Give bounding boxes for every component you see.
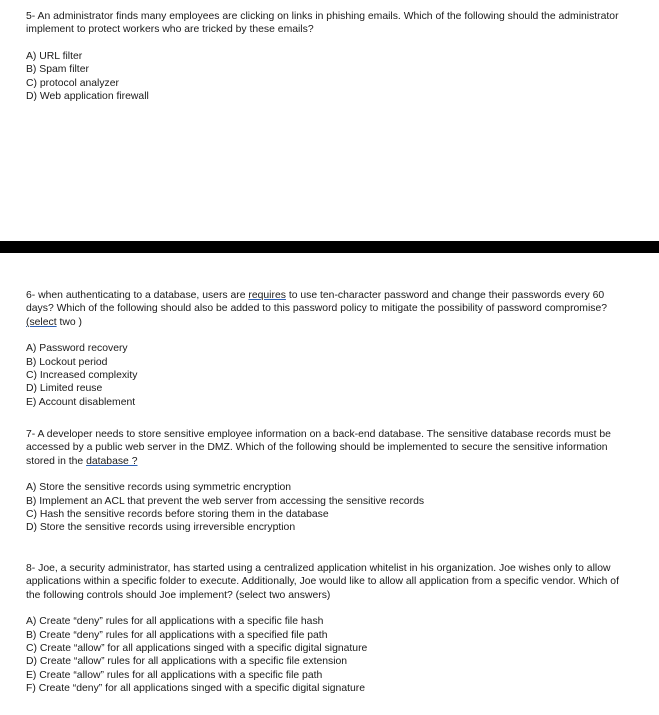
question-6-text: 6- when authenticating to a database, users are requires to use ten-character password and change their passwords every 60 days? Which of the following should also be added to this password policy to mitigate the possibility of password compromise? (select two )	[26, 290, 608, 328]
option-b: B) Implement an ACL that prevent the web server from accessing the sensitive records	[26, 495, 425, 507]
option-c: C) Hash the sensitive records before storing them in the database	[26, 509, 329, 521]
question-8	[26, 562, 626, 696]
option-d: D) Web application firewall	[26, 91, 149, 103]
question-5-options	[26, 50, 626, 104]
option-a: A) Store the sensitive records using symmetric encryption	[26, 482, 292, 494]
question-6	[26, 289, 626, 409]
option-e: E) Account disablement	[26, 396, 136, 408]
question-6-options	[26, 342, 626, 409]
option-d: D) Store the sensitive records using irreversible encryption	[26, 522, 296, 534]
question-5-text: 5- An administrator finds many employees are clicking on links in phishing emails. Which of the following should the administrator implement to protect workers who are tricked by these emails?	[26, 11, 619, 36]
question-7-text: 7- A developer needs to store sensitive employee information on a back-end database. The sensitive database records must be accessed by a public web server in the DMZ. Which of the following should be implemented to secure the sensitive information stored in the database ?	[26, 429, 611, 467]
option-b: B) Create “deny” rules for all applications with a specified file path	[26, 629, 328, 641]
option-a: A) Create “deny” rules for all applications with a specific file hash	[26, 616, 324, 628]
option-a: A) URL filter	[26, 50, 83, 62]
question-5	[26, 10, 626, 103]
question-7-options	[26, 481, 626, 535]
question-8-options	[26, 615, 626, 695]
option-d: D) Limited reuse	[26, 383, 103, 395]
option-b: B) Spam filter	[26, 64, 89, 76]
option-b: B) Lockout period	[26, 356, 108, 368]
option-a: A) Password recovery	[26, 343, 128, 355]
question-7	[26, 428, 626, 535]
option-c: C) protocol analyzer	[26, 77, 119, 89]
option-c: C) Create “allow” for all applications singed with a specific digital signature	[26, 643, 368, 655]
option-d: D) Create “allow” rules for all applications with a specific file extension	[26, 656, 348, 668]
option-e: E) Create “allow” rules for all applications with a specific file path	[26, 669, 323, 681]
option-f: F) Create “deny” for all applications singed with a specific digital signature	[26, 683, 366, 695]
page-divider	[0, 241, 659, 253]
option-c: C) Increased complexity	[26, 370, 138, 382]
question-8-text: 8- Joe, a security administrator, has started using a centralized application whitelist in his organization. Joe wishes only to allow applications within a specific folder to execute. Additionally, Joe would like to allow all application from a specific vendor. Which of the following controls should Joe implement? (select two answers)	[26, 563, 619, 601]
